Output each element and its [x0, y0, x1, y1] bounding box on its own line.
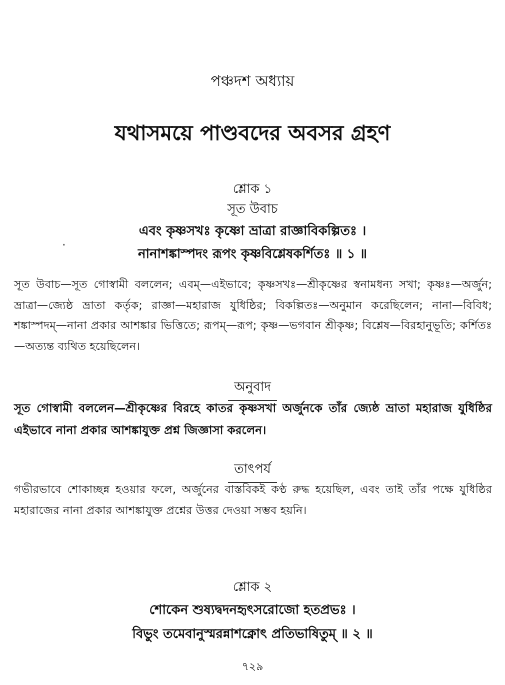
sloka-2-line-1: শোকেন শুষ্যদ্বদনহৃৎসরোজো হতপ্রভঃ । — [149, 603, 356, 618]
sloka-1-speaker: সূত উবাচ — [227, 202, 278, 217]
sloka-2-line-2: বিভুং তমেবানুস্মরন্নাশক্নোৎ প্রতিভাষিতুম্ ॥ ২ ॥ — [132, 627, 373, 642]
chapter-heading: পঞ্চদশ অধ্যায় — [210, 72, 295, 90]
page-number: ৭২৯ — [241, 660, 264, 673]
sloka-1-label: শ্লোক ১ — [232, 182, 273, 197]
purport-heading-text: তাৎপর্য — [228, 460, 277, 483]
synonyms-paragraph: সূত উবাচ—সূত গোস্বামী বললেন; এবম্—এইভাবে; কৃষ্ণসখঃ—শ্রীকৃষ্ণের স্বনামধন্য সখা; কৃষ্ণঃ—অর্জুন; ভ্রাত্রা—জ্যেষ্ঠ ভ্রাতা কর্তৃক; রাজ্ঞা—মহারাজ যুধিষ্ঠির; বিকল্পিতঃ—অনুমান করেছিলেন; নানা—বিবিধ; শঙ্কাস্পদম্—নানা প্রকার আশঙ্কার ভিত্তিতে; রূপম্—রূপ; কৃষ্ণ—ভগবান শ্রীকৃষ্ণ; বিশ্লেষ—বিরহানুভূতি; কর্শিতঃ—অত্যন্ত ব্যথিত হয়েছিলেন। — [14, 278, 492, 353]
margin-mark: · — [62, 238, 66, 252]
translation-heading-text: অনুবাদ — [228, 378, 277, 401]
sloka-1-line-2: নানাশঙ্কাস্পদং রূপং কৃষ্ণবিশ্লেষকর্শিতঃ ॥ ১ ॥ — [137, 247, 368, 262]
chapter-title: যথাসময়ে পাণ্ডবদের অবসর গ্রহণ — [114, 121, 391, 145]
purport-paragraph: গভীরভাবে শোকাচ্ছন্ন হওয়ার ফলে, অর্জুনের বাস্তবিকই কণ্ঠ রুদ্ধ হয়েছিল, এবং তাই তাঁর পক্ষে যুধিষ্ঠির মহারাজের নানা প্রকার আশঙ্কাযুক্ত প্রশ্নের উত্তর দেওয়া সম্ভব হয়নি। — [14, 483, 492, 517]
translation-paragraph: সূত গোস্বামী বললেন—শ্রীকৃষ্ণের বিরহে কাতর কৃষ্ণসখা অর্জুনকে তাঁর জ্যেষ্ঠ ভ্রাতা মহারাজ যুধিষ্ঠির এইভাবে নানা প্রকার আশঙ্কাযুক্ত প্রশ্ন জিজ্ঞাসা করলেন। — [14, 401, 492, 437]
sloka-1-line-1: এবং কৃষ্ণসখঃ কৃষ্ণো ভ্রাত্রা রাজ্ঞাবিকল্পিতঃ । — [138, 224, 367, 239]
sloka-2-label: শ্লোক ২ — [232, 580, 273, 595]
